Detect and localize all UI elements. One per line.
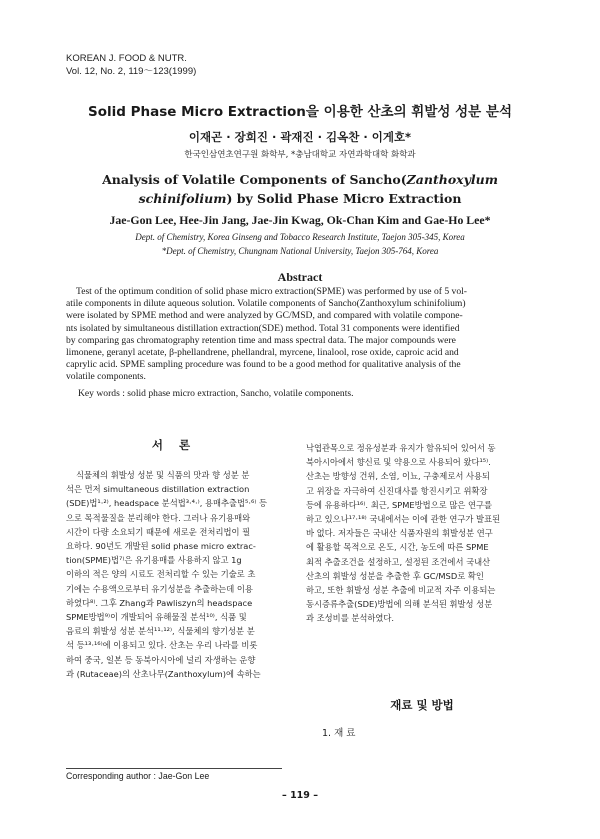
text-line: limonene, geranyl acetate, β-phellandrene, phellandral, myrcene, linalool, rose oxide, caproic acid and xyxy=(66,347,459,359)
journal-header xyxy=(66,52,196,78)
text-line: 기에는 수용액으로부터 유기성분을 추출하는데 이용 xyxy=(66,583,253,594)
english-authors: Jae-Gon Lee, Hee-Jin Jang, Jae-Jin Kwag, Ok-Chan Kim and Gae-Ho Lee* xyxy=(109,213,491,227)
text-line: 산초는 방향성 건위, 소염, 이뇨, 구충제로서 사용되 xyxy=(306,471,491,482)
text-line: 음료의 휘발성 성분 분석¹¹·¹²⁾, 식물체의 향기성분 분 xyxy=(66,626,255,637)
text-line: 바 없다. 저자들은 국내산 식품자원의 휘발성분 연구 xyxy=(306,528,493,539)
text-line: 최적 추출조건을 설정하고, 설정된 조건에서 국내산 xyxy=(306,556,491,567)
page-number: – 119 – xyxy=(282,790,318,801)
text-line: 동시증류추출(SDE)방법에 의해 분석된 휘발성 성분 xyxy=(306,599,493,610)
text-line: caprylic acid. SPME sampling procedure was found to be a good method for qualitative analysis of the xyxy=(66,359,461,371)
introduction-right-column xyxy=(306,441,538,626)
text-line: 식물체의 휘발성 성분 및 식품의 맛과 향 성분 분 xyxy=(76,470,250,480)
journal-volume: Vol. 12, No. 2, 119～123(1999) xyxy=(66,66,197,77)
introduction-left-column xyxy=(66,468,282,681)
text-line: 북아시아에서 향신료 및 약용으로 사용되어 왔다¹⁵⁾. xyxy=(306,457,491,468)
text-line: (SDE)법¹·²⁾, headspace 분석법³·⁴·⁾, 용매추출법⁵·⁶⁾ 등 xyxy=(66,498,268,509)
keywords: Key words : solid phase micro extraction, Sancho, volatile components. xyxy=(78,388,354,399)
text-line: 하고 있으나¹⁷·¹⁸⁾ 국내에서는 이에 관한 연구가 발표된 xyxy=(306,514,501,525)
species-epithet: schinifolium xyxy=(138,191,227,206)
introduction-heading: 서 론 xyxy=(151,438,197,452)
text-line: volatile components. xyxy=(66,371,146,383)
abstract-body xyxy=(66,286,546,384)
text-line: were isolated by SPME method and were analyzed by GC/MSD, and compared with volatile compone- xyxy=(66,310,463,322)
text-line: SPME방법⁹⁾이 개발되어 유해물질 분석¹⁰⁾, 식품 및 xyxy=(66,612,247,623)
text-line: 등에 유용하다¹⁶⁾. 최근, SPME방법으로 많은 연구를 xyxy=(306,499,493,510)
english-affiliation-1: Dept. of Chemistry, Korea Ginseng and Tobacco Research Institute, Taejon 305-345, Korea xyxy=(135,232,465,242)
journal-name: KOREAN J. FOOD & NUTR. xyxy=(66,53,187,64)
text-line: 낙엽관목으로 정유성분과 유지가 함유되어 있어서 동 xyxy=(306,443,496,453)
text-line: 으로 목적물질을 분리해야 한다. 그러나 유기용매와 xyxy=(66,512,251,523)
text-line: 이하의 적은 양의 시료도 전처리할 수 있는 기술로 초 xyxy=(66,569,256,580)
text-line: 에 활용할 목적으로 온도, 시간, 농도에 따른 SPME xyxy=(306,542,489,553)
korean-title: Solid Phase Micro Extraction을 이용한 산초의 휘발성 성분 분석 xyxy=(87,104,512,120)
text-line: 석은 먼저 simultaneous distillation extraction xyxy=(66,484,250,495)
korean-affiliation: 한국인삼연초연구원 화학부, *충남대학교 자연과학대학 화학과 xyxy=(184,150,416,160)
methods-heading: 재료 및 방법 xyxy=(390,698,454,712)
species-name: Zanthoxylum xyxy=(406,172,498,187)
english-title: Analysis of Volatile Components of Sancho(Zanthoxylum schinifolium) by Solid Phase Micro Extraction xyxy=(102,172,498,206)
text-line: nts isolated by simultaneous distillation extraction(SDE) method. Total 31 components were identified xyxy=(66,322,460,334)
footnote-divider xyxy=(66,768,282,769)
text-line: 하고, 또한 휘발성 성분 추출에 비교적 자주 이용되는 xyxy=(306,585,496,596)
text-line: 과 (Rutaceae)의 산초나무(Zanthoxylum)에 속하는 xyxy=(66,668,261,679)
text-line: 시간이 다량 소요되기 때문에 새로운 전처리법이 필 xyxy=(66,526,251,537)
korean-authors: 이재곤 · 장희진 · 곽재진 · 김옥찬 · 이게호* xyxy=(188,130,412,144)
text-line: 산초의 휘발성 성분을 추출한 후 GC/MSD로 확인 xyxy=(306,570,484,581)
text-line: 고 위장을 자극하여 신진대사를 항진시키고 위확장 xyxy=(306,485,488,496)
text-line: 석 등¹³·¹⁶⁾에 이용되고 있다. 산초는 우리 나라를 비롯 xyxy=(66,640,258,651)
abstract-heading: Abstract xyxy=(277,270,323,284)
text-line: 과 조성비를 분석하였다. xyxy=(306,613,395,624)
text-line: atile components in dilute aqueous solution. Volatile components of Sancho(Zanthoxylum schinifolium) xyxy=(66,298,466,310)
text-line: 하였다⁸⁾. 그후 Zhang과 Pawliszyn의 headspace xyxy=(66,597,253,608)
materials-subheading: 1. 재 료 xyxy=(322,728,356,739)
text-line: 하여 중국, 일본 등 동북아시아에 널리 자생하는 운향 xyxy=(66,654,256,665)
english-affiliation-2: *Dept. of Chemistry, Chungnam National University, Taejon 305-764, Korea xyxy=(161,246,439,256)
text-line: 요하다. 90년도 개발된 solid phase micro extrac- xyxy=(66,541,256,552)
text-line: tion(SPME)법⁷⁾은 유기용매를 사용하지 않고 1g xyxy=(66,555,242,566)
text-line: Test of the optimum condition of solid phase micro extraction(SPME) was performed by use of 5 vol- xyxy=(76,286,467,297)
corresponding-author: Corresponding author : Jae-Gon Lee xyxy=(66,771,210,781)
text-line: by comparing gas chromatography retention time and mass spectral data. The major compounds were xyxy=(66,334,456,346)
